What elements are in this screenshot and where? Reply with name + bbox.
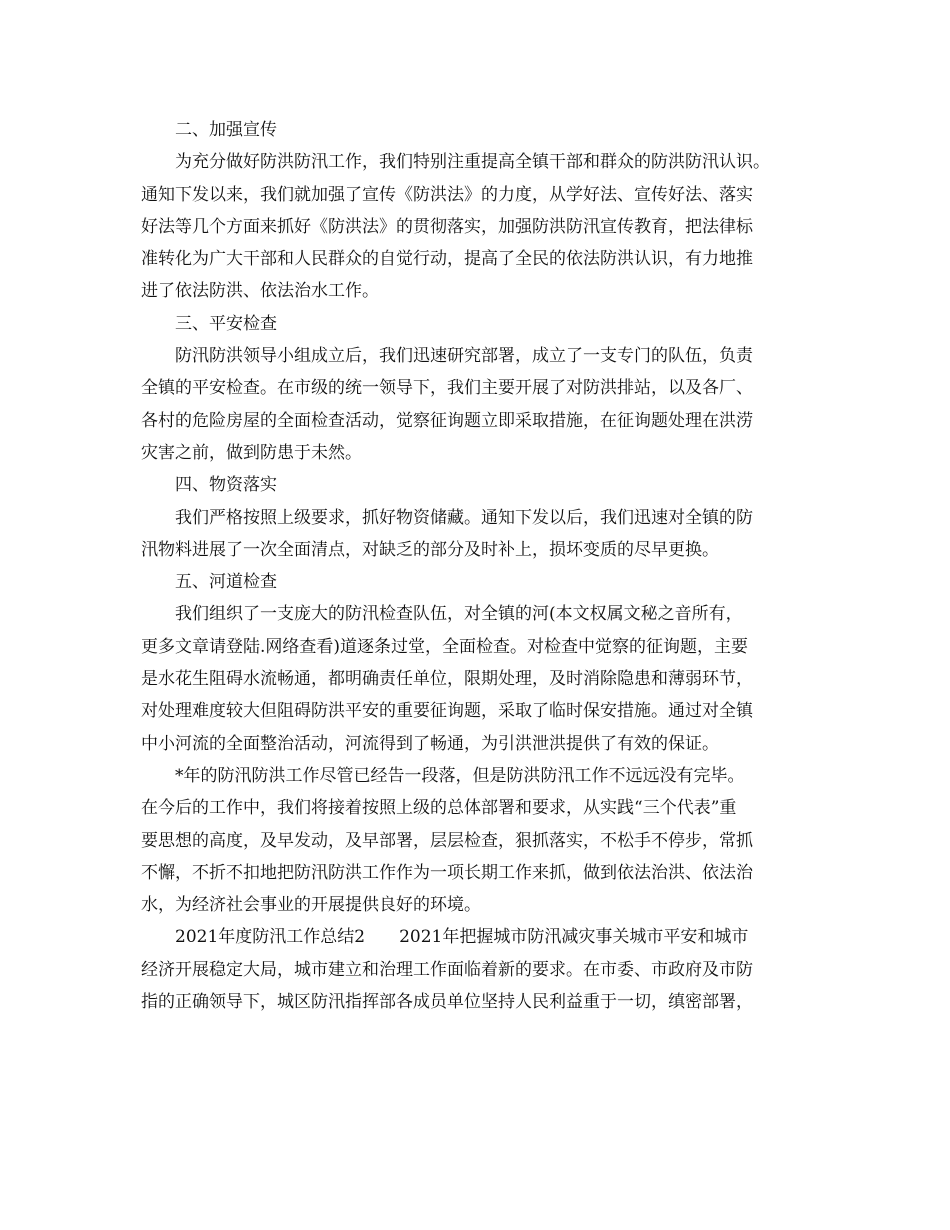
paragraph-line: 要思想的高度，及早发动，及早部署，层层检查，狠抓落实，不松手不停步，常抓 [141, 830, 753, 851]
paragraph-line: 汛物料进展了一次全面清点，对缺乏的部分及时补上，损坏变质的尽早更换。 [141, 539, 719, 560]
summary-heading-line [141, 921, 821, 953]
paragraph-line: 进了依法防洪、依法治水工作。 [141, 281, 379, 302]
section-heading-safety-check: 三、平安检查 [175, 313, 277, 334]
paragraph-line: 更多文章请登陆.网络查看)道逐条过堂，全面检查。对检查中觉察的征询题，主要 [141, 636, 749, 657]
paragraph-line: 在今后的工作中，我们将接着按照上级的总体部署和要求，从实践“三个代表”重 [141, 798, 737, 819]
paragraph-line: *年的防汛防洪工作尽管已经告一段落，但是防洪防汛工作不远远没有完毕。 [175, 765, 745, 786]
paragraph-line: 全镇的平安检查。在市级的统一领导下，我们主要开展了对防洪排站，以及各厂、 [141, 378, 753, 399]
paragraph-line: 我们严格按照上级要求，抓好物资储藏。通知下发以后，我们迅速对全镇的防 [175, 507, 753, 528]
paragraph-line: 指的正确领导下，城区防汛指挥部各成员单位坚持人民利益重于一切，缜密部署， [141, 992, 753, 1013]
paragraph-line: 灾害之前，做到防患于未然。 [141, 442, 362, 463]
paragraph-line: 通知下发以来，我们就加强了宣传《防洪法》的力度，从学好法、宣传好法、落实 [141, 184, 753, 205]
section-heading-river-check: 五、河道检查 [175, 572, 277, 593]
section-heading-materials: 四、物资落实 [175, 475, 277, 496]
paragraph-line: 经济开展稳定大局，城市建立和治理工作面临着新的要求。在市委、市政府及市防 [141, 959, 753, 980]
paragraph-line: 为充分做好防洪防汛工作，我们特别注重提高全镇干部和群众的防洪防汛认识。 [175, 152, 770, 173]
paragraph-line: 我们组织了一支庞大的防汛检查队伍，对全镇的河(本文权属文秘之音所有， [175, 604, 743, 625]
paragraph-line: 中小河流的全面整治活动，河流得到了畅通，为引洪泄洪提供了有效的保证。 [141, 733, 719, 754]
paragraph-line: 是水花生阻碍水流畅通，都明确责任单位，限期处理，及时消除隐患和薄弱环节， [141, 669, 753, 690]
paragraph-line: 好法等几个方面来抓好《防洪法》的贯彻落实，加强防洪防汛宣传教育，把法律标 [141, 216, 753, 237]
paragraph-line: 各村的危险房屋的全面检查活动，觉察征询题立即采取措施，在征询题处理在洪涝 [141, 410, 753, 431]
paragraph-line: 准转化为广大干部和人民群众的自觉行动，提高了全民的依法防洪认识，有力地推 [141, 249, 753, 270]
document-body [141, 114, 821, 1018]
summary-title: 2021年度防汛工作总结2 [175, 927, 366, 948]
paragraph-line: 对处理难度较大但阻碍防洪平安的重要征询题，采取了临时保安措施。通过对全镇 [141, 701, 753, 722]
paragraph-line: 不懈，不折不扣地把防汛防洪工作作为一项长期工作来抓，做到依法治洪、依法治 [141, 862, 753, 883]
paragraph-line: 防汛防洪领导小组成立后，我们迅速研究部署，成立了一支专门的队伍，负责 [175, 346, 753, 367]
paragraph-line: 水，为经济社会事业的开展提供良好的环境。 [141, 895, 481, 916]
section-heading-publicity: 二、加强宣传 [175, 120, 277, 140]
summary-text: 2021年把握城市防汛减灾事关城市平安和城市 [399, 927, 749, 948]
